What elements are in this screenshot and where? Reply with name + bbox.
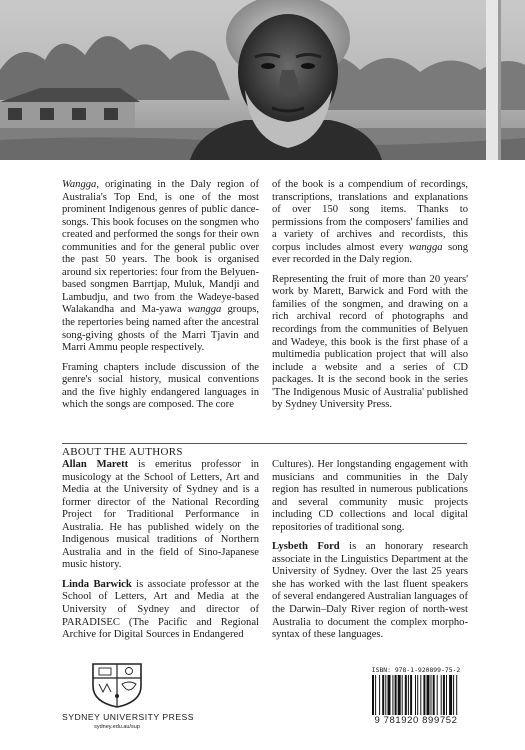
barcode-bar — [427, 675, 430, 715]
publisher-url[interactable]: sydney.edu.au/sup — [94, 724, 140, 730]
barcode-bar — [417, 675, 418, 715]
barcode-bar — [388, 675, 391, 715]
isbn-barcode-block — [366, 666, 466, 726]
barcode-bar — [449, 675, 452, 715]
barcode-bar — [392, 675, 393, 715]
author-name: Linda Barwick — [62, 578, 132, 590]
barcode-bar — [382, 675, 384, 715]
text-run: groups, the repertories being named after the ancestral song-giving ghosts of the Marri Tjavin and Marri Ammu people respectively. — [62, 304, 259, 354]
isbn-label: ISBN: 978-1-920899-75-2 — [371, 666, 461, 674]
barcode-bar — [385, 675, 386, 715]
barcode-icon — [372, 675, 460, 715]
barcode-bar — [415, 675, 416, 715]
barcode-bar — [441, 675, 442, 715]
text-run: song ever recorded in the Daly region. — [272, 241, 468, 266]
author-name: Lysbeth Ford — [272, 541, 340, 553]
barcode-bar — [423, 675, 425, 715]
italic-term: wangga — [187, 304, 222, 316]
blurb-right-column — [272, 179, 468, 419]
barcode-bar — [420, 675, 421, 715]
text-run: Representing the fruit of more than 20 years' work by Marett, Barwick and Ford with the families of the songmen, and drawing on a rich archival record of photographs and recordings from the communities of Belyuen and Wadeye, this book is the first phase of a multimedia publication project that will also include a website and a series of CD packages. It is the second book in the series 'The Indigenous Music of Australia' published by Sydney University Press. — [272, 273, 468, 411]
paragraph — [272, 541, 468, 641]
barcode-bar — [372, 675, 374, 715]
barcode-bar — [453, 675, 454, 715]
barcode-bar — [402, 675, 403, 715]
cover-photo — [0, 0, 525, 160]
paragraph — [62, 459, 259, 572]
paragraph — [62, 179, 259, 355]
italic-term: wangga — [409, 241, 443, 253]
paragraph — [272, 274, 468, 412]
about-left-column — [62, 459, 259, 649]
barcode-digits: 9 781920 899752 — [374, 715, 458, 726]
barcode-bar — [375, 675, 376, 715]
paragraph — [62, 579, 259, 642]
barcode-bar — [395, 675, 397, 715]
about-authors-heading: ABOUT THE AUTHORS — [62, 446, 183, 458]
text-run: is associate professor at the School of Letters, Art and Media at the University of Sydney and director of PARADISEC (The Pacific and Regional Archive for Digital Sources in Endangered — [62, 578, 259, 641]
barcode-bar — [446, 675, 447, 715]
blurb-left-column — [62, 179, 259, 419]
barcode-bar — [433, 675, 435, 715]
barcode-bar — [437, 675, 438, 715]
barcode-bar — [456, 675, 457, 715]
text-run: is an honorary research associate in the Linguistics Department at the University of Sydney. Over the last 25 years she has worked with the last fluent speakers of several endangered Australian languages of the Darwin–Daly River region of north-west Australia to document the complex morpho-syntax of these languages. — [272, 541, 468, 641]
barcode-bar — [410, 675, 412, 715]
barcode-bar — [431, 675, 432, 715]
text-run: of the book is a compendium of recordings, transcriptions, translations and explanations of over 150 song items. Thanks to permissions from the composers' families and a variety of archives and recordists, this corpus includes almost every — [272, 179, 468, 253]
text-run: , originating in the Daly region of Australia's Top End, is one of the most prominent Indigenous genres of public dance-songs. This book focuses on the songmen who created and performed the songs for their own communities and for the general public over the past 50 years. The book is organised around six repertories: four from the Belyuen-based songmen Barrtjap, Muluk, Mandji and Lambudju, and two from the Wadeye-based Walakandha and Ma-yawa — [62, 179, 259, 316]
barcode-bar — [379, 675, 380, 715]
paragraph — [272, 459, 468, 534]
text-run: is emeritus professor in musicology at the School of Letters, Art and Media at the University of Sydney and is a former director of the National Recording Project for Traditional Performance in Australia. He has published widely on the Indigenous musical traditions of Northern Australia and in the field of Sino-Japanese music history. — [62, 459, 259, 571]
paragraph — [272, 179, 468, 267]
author-name: Allan Marett — [62, 459, 129, 470]
italic-term: Wangga — [62, 179, 97, 190]
university-crest-icon — [89, 662, 145, 708]
text-run: Cultures). Her longstanding engagement with musicians and communities in the Daly region has resulted in numerous publications and several community music projects including CD collections and local digital repositories of traditional song. — [272, 459, 468, 533]
text-run: Framing chapters include discussion of the genre's social history, musical conventions and the five highly endangered languages in which the songs are composed. The core — [62, 361, 259, 411]
about-right-column — [272, 459, 468, 649]
section-divider — [62, 443, 467, 444]
barcode-bar — [405, 675, 407, 715]
barcode-bar — [443, 675, 445, 715]
barcode-bar — [408, 675, 409, 715]
barcode-bar — [398, 675, 401, 715]
paragraph — [62, 362, 259, 412]
publisher-name: SYDNEY UNIVERSITY PRESS — [62, 712, 195, 722]
